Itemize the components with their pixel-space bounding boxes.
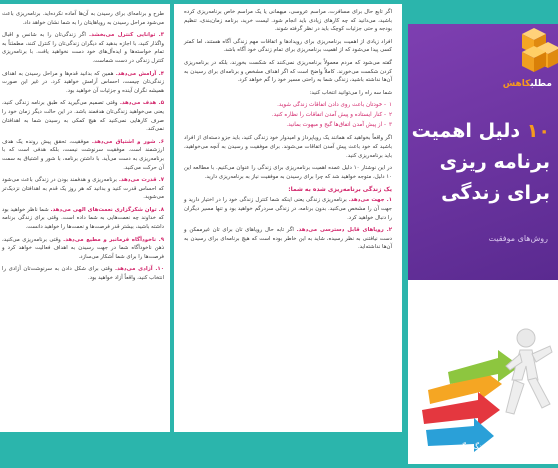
brand-name — [503, 79, 552, 89]
item-text: شما ناظر خواهید بود که خداوند چه نعمت‌هایی به شما داده است. وقتی برای زندگی برنامه داشته باشید، بیشتر قدر فرصت‌ها و نعمت‌ها را خواهید دانست. — [2, 206, 164, 231]
title-line: برای زندگی — [441, 182, 550, 204]
item-text: وقتی برای شکل دادن به سرنوشت‌تان آزادی را انتخاب کنید، واقعاً آزاد خواهید بود. — [2, 266, 164, 282]
item-heading: ۸. توان شکرگزاری نعمت‌های الهی می‌دهد. — [50, 206, 164, 213]
intro-paragraph: افراد زیادی از اهمیت برنامه‌ریزی برای رویدادها و اتفاقات مهم زندگی آگاه هستند، اما کمتر کسی پیدا می‌شود که از اهمیت برنامه‌ریزی برای تمام زندگی خود آگاه باشد. — [184, 38, 392, 54]
choices-intro: شما سه راه را می‌توانید انتخاب کنید: — [309, 89, 392, 96]
intro-paragraph: اگر تابع حال برای مسافرت، مراسم عروسی، میهمانی یا یک مراسم خاص برنامه‌ریزی کرده باشید، می‌دانید که چه کارهای زیادی باید انجام شود. لیست خرید، برنامه زمان‌بندی، تنظیم بودجه و حتی جزئیات کوچک باید در نظر گرفته شوند. — [184, 9, 392, 33]
cover-page — [408, 24, 558, 464]
item-heading: ۲. رویاهای قابل دسترسی می‌دهد. — [296, 227, 392, 234]
list-item — [184, 226, 392, 252]
list-item — [2, 70, 164, 96]
item-heading: ۵. هدف می‌دهد. — [119, 100, 164, 107]
item-text: اگر زندگی‌تان را به شانس و اقبال واگذار کنید، با اجازه بدهید که دیگران زندگی‌تان را کنترل کنند، مطمئناً به تمام خواسته‌ها و ایده‌آل‌های خود دست نخواهید یافت. با برنامه‌ریزی کنترل زندگی در دست شماست. — [2, 32, 164, 64]
section-title: یک زندگی برنامه‌ریزی شده به شما: — [288, 186, 392, 194]
list-item — [2, 138, 164, 172]
choice-item — [184, 121, 392, 130]
item-text: اگر تابه حال رویاهای تان برای تان غیرممکن و دست نیافتنی به نظر رسیده، شاید به این خاطر بوده است که هیچ برنامه‌ای برای رسیدن به آن‌ها نداشته‌اید. — [184, 227, 392, 251]
item-text: وقتی برنامه‌ریزی می‌کنید، ذهن ناخودآگاه شما در جهت رسیدن به اهداف فعالیت خواهد کرد و فرصت‌ها را برای شما آشکار می‌سازد. — [2, 236, 164, 260]
item-text: وقتی تصمیم می‌گیرید که طبق برنامه زندگی کنید، یعنی می‌خواهید زندگی‌تان هدفمند باشد. در این حالت دیگر زمان خود را صرف کارهایی نمی‌کنید که هیچ کمکی به رسیدن شما به اهدافتان نمی‌کند. — [2, 100, 164, 133]
title-line — [410, 116, 550, 147]
choice-number: ۳ — [388, 122, 392, 129]
list-item — [184, 196, 392, 222]
cover-title — [410, 116, 550, 209]
brand-prefix: مطلب — [530, 79, 552, 89]
item-text: برنامه‌ریزی زندگی یعنی اینکه شما کنترل زندگی خود را در اختیار دارید و جهت آن را مشخص می‌کنید. بدون برنامه، در زندگی سردرگم خواهید بود و تنها مسیر دیگران را دنبال خواهید کرد. — [184, 197, 392, 221]
logo-cubes-icon — [512, 24, 558, 82]
choice-item — [184, 101, 392, 110]
body-paragraph: اگر واقعاً بخواهید که همانند یک رویاپرداز و امیدوار خود زندگی کنید، باید جزو دسته‌ای از افراد باشید که خود باعث پیش آمدن اتفاقات می‌شوند. برای موفقیت و رسیدن به آنچه می‌خواهید، باید برنامه‌ریزی کنید. — [184, 135, 392, 159]
item-heading: ۳. توانایی کنترل می‌بخشد. — [89, 32, 165, 39]
title-line: برنامه ریزی — [439, 151, 550, 173]
choice-item — [184, 111, 392, 120]
middle-page-column — [174, 4, 402, 432]
title-number: ۱۰ — [526, 120, 550, 142]
item-heading: ۱۰. آزادی می‌دهد. — [115, 266, 164, 273]
brand-accent: کاهش — [502, 79, 531, 89]
list-item — [2, 206, 164, 232]
item-heading: ۹. ناخودآگاه فرمانبر و مطیع می‌دهد. — [63, 236, 164, 243]
category-label: روش‌های موفقیت — [488, 234, 548, 243]
list-item — [2, 31, 164, 65]
item-heading: ۴. آرامش می‌دهد. — [115, 70, 165, 77]
cover-header — [408, 24, 558, 280]
choice-text: - خودتان باعث روی دادن اتفاقات زندگی شوید. — [277, 102, 386, 109]
choice-number: ۲ — [388, 112, 392, 119]
item-heading: ۶. شور و اشتیاق می‌دهد. — [91, 138, 164, 145]
footer-publisher — [352, 436, 558, 458]
list-item — [2, 99, 164, 133]
left-page-column — [0, 4, 170, 432]
choice-text: - کنار ایستاده و پیش آمدن اتفاقات را نظاره کنید. — [271, 112, 386, 119]
footer-text: موسسه آموزشی فرهنگی گزینه دو — [438, 442, 554, 451]
intro-paragraph: گفته می‌شود که مردم معمولاً برنامه‌ریزی نمی‌کنند که شکست بخورند، بلکه در برنامه‌ریزی کردن شکست می‌خورند. کاملاً واضح است که اگر اهداف مشخص و برنامه‌ای برای رسیدن به آن‌ها نداشته باشید، زندگی شما به راحتی مسیر خود را گم خواهد کرد. — [184, 59, 392, 84]
item-heading: ۱. جهت می‌دهد. — [348, 197, 392, 204]
left-paragraph: طرح و برنامه‌ای برای رسیدن به آن‌ها آماده نکرده‌اید. برنامه‌ریزی باعث می‌شود مراحل رسیدن به رویاهایتان را به شما نشان خواهد داد. — [2, 11, 164, 26]
list-item — [2, 176, 164, 202]
choice-text: - از پیش آمدن اتفاق‌ها گیج و مبهوت بمانید. — [286, 122, 386, 129]
choice-number: ۱ — [388, 102, 392, 109]
item-heading: ۷. قدرت می‌دهد. — [118, 177, 164, 184]
title-text: دلیل اهمیت — [411, 120, 521, 142]
body-paragraph: در این نوشتار ۱۰ دلیل عمده اهمیت برنامه‌ریزی برای زندگی را عنوان می‌کنیم. با مطالعه این ۱۰ دلیل، متوجه خواهید شد که چرا برای رسیدن به موفقیت نیاز به برنامه‌ریزی دارید. — [184, 165, 392, 180]
item-text: موفقیت، تحقق پیش رونده یک هدف ارزشمند است. موفقیت سرنوشت نیست، بلکه هدفی است که با برنامه‌ریزی به دست می‌آید. با داشتن برنامه، با شور و اشتیاق به سمت آن حرکت می‌کنید. — [2, 138, 164, 171]
list-item — [2, 265, 164, 282]
item-text: برنامه‌ریزی و هدفمند بودن در زندگی باعث می‌شود که احساس قدرت کنید و بدانید که هر روز یک قدم به اهدافتان نزدیک‌تر می‌شوید. — [2, 177, 164, 201]
list-item — [2, 236, 164, 262]
item-text: همین که بدانید قدم‌ها و مراحل رسیدن به اهداف زندگی‌تان چیست، احساس آرامش خواهید کرد. در غیر این صورت همیشه نگران آینده و جزئیات آن خواهید بود. — [2, 70, 164, 94]
